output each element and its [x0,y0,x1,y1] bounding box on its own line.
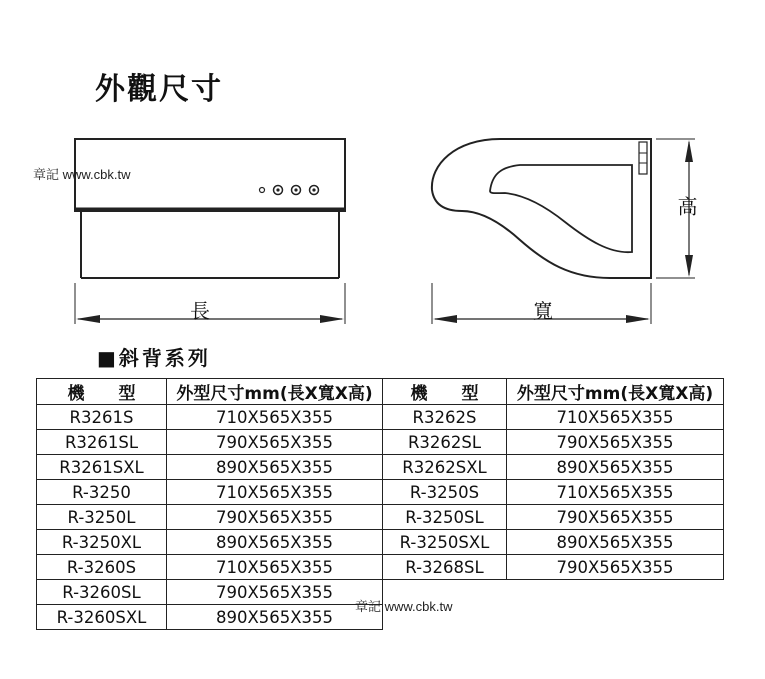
size-cell: 790X565X355 [507,430,724,455]
table-row [37,505,724,530]
page-title: 外觀尺寸 [95,72,223,107]
model-cell: R3262SL [383,430,507,455]
model-cell: R-3260SL [37,580,167,605]
model-cell: R-3250XL [37,530,167,555]
table-row [37,405,724,430]
width-label: 寬 [533,299,553,323]
size-cell: 790X565X355 [167,430,383,455]
watermark: 章記 www.cbk.tw [355,599,453,614]
size-cell: 790X565X355 [507,505,724,530]
front-top-panel [75,139,345,211]
size-cell: 890X565X355 [167,455,383,480]
table-row [37,430,724,455]
table-row [37,480,724,505]
table-row [37,555,724,580]
model-cell: R3261SL [37,430,167,455]
size-cell: 710X565X355 [167,555,383,580]
table-row [37,530,724,555]
size-cell: 890X565X355 [507,530,724,555]
size-cell: 710X565X355 [167,405,383,430]
header-model-right: 機 型 [383,379,507,405]
model-cell: R-3250SXL [383,530,507,555]
table-row [37,455,724,480]
model-cell: R3262S [383,405,507,430]
size-cell: 710X565X355 [507,405,724,430]
size-cell: 710X565X355 [507,480,724,505]
model-cell: R3261SXL [37,455,167,480]
size-cell: 790X565X355 [507,555,724,580]
size-cell: 890X565X355 [167,530,383,555]
front-view [75,139,345,324]
side-view [432,139,695,324]
model-cell: R-3260SXL [37,605,167,630]
model-cell: R-3250 [37,480,167,505]
header-size-right: 外型尺寸mm(長X寬X高) [507,379,724,405]
size-cell: 790X565X355 [167,505,383,530]
model-cell: R-3250L [37,505,167,530]
size-cell: 890X565X355 [507,455,724,480]
model-cell: R-3268SL [383,555,507,580]
size-cell: 890X565X355 [167,605,383,630]
model-cell: R3261S [37,405,167,430]
height-label: 高 [674,196,698,216]
model-cell: R-3260S [37,555,167,580]
watermark: 章記 www.cbk.tw [33,167,131,182]
header-model-left: 機 型 [37,379,167,405]
model-cell: R3262SXL [383,455,507,480]
header-size-left: 外型尺寸mm(長X寬X高) [167,379,383,405]
size-cell: 790X565X355 [167,580,383,605]
table-header-row [37,379,724,405]
size-cell: 710X565X355 [167,480,383,505]
model-cell: R-3250SL [383,505,507,530]
spec-table [36,378,724,630]
section-title: ■斜背系列 [97,346,211,370]
length-label: 長 [190,299,210,323]
model-cell: R-3250S [383,480,507,505]
